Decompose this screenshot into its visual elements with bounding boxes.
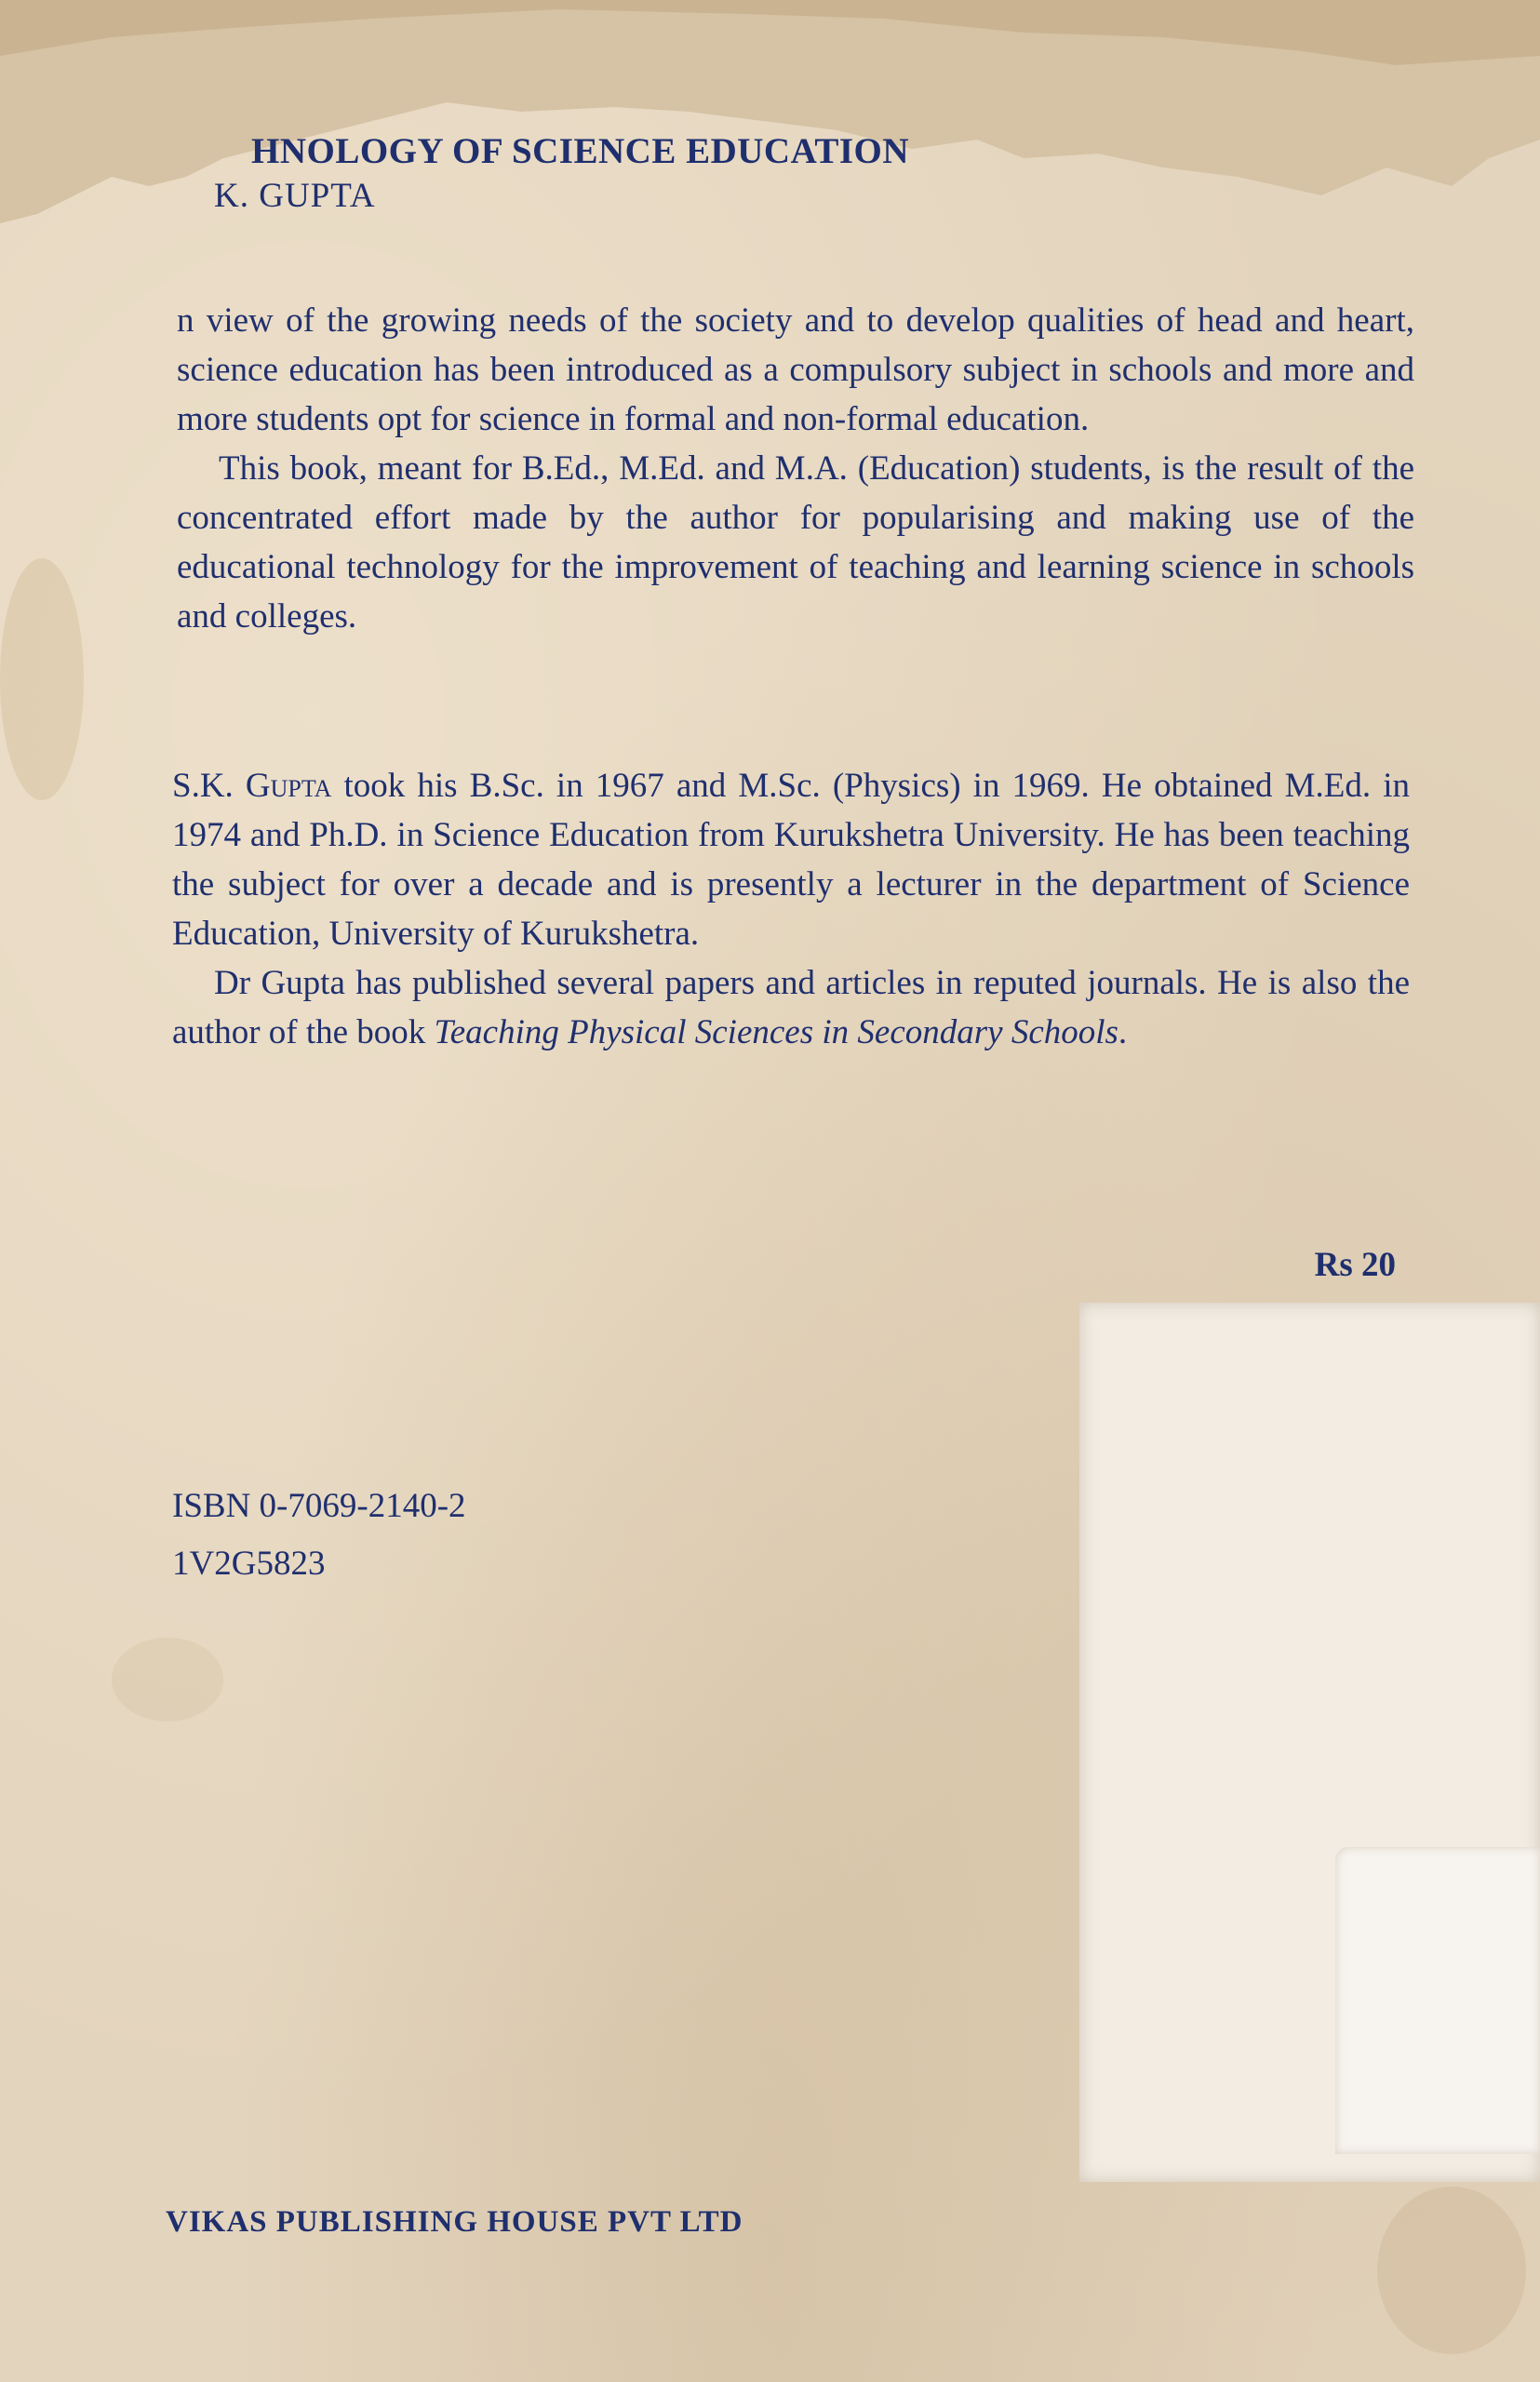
- bio-paragraph-2: [172, 958, 1410, 1057]
- price-label: Rs 20: [1314, 1246, 1396, 1284]
- author-bio: [172, 761, 1410, 1057]
- barcode-sticker-remnant: [1335, 1847, 1540, 2154]
- book-title: HNOLOGY OF SCIENCE EDUCATION: [251, 131, 910, 171]
- stain-mark: [112, 1638, 223, 1721]
- bio-author-name: S.K. Gupta: [172, 767, 332, 805]
- isbn-block: [172, 1478, 466, 1593]
- bio-paragraph-1-text: took his B.Sc. in 1967 and M.Sc. (Physics) in 1969. He obtained M.Ed. in 1974 and Ph.D. in Science Education from Kurukshetra University. He has been teaching the subject for over a decade and is presently a lecturer in the department of Science Education, University of Kurukshetra.: [172, 767, 1410, 953]
- isbn-number: ISBN 0-7069-2140-2: [172, 1487, 466, 1525]
- publisher-name: VIKAS PUBLISHING HOUSE PVT LTD: [166, 2205, 743, 2239]
- intro-paragraph-1: n view of the growing needs of the society and to develop qualities of head and heart, science education has been introduced as a compulsory subject in schools and more and more students opt for science in formal and non-formal education.: [177, 301, 1414, 438]
- title-block: [214, 130, 910, 216]
- blurb-intro: [177, 296, 1414, 641]
- catalog-code: 1V2G5823: [172, 1545, 326, 1583]
- bio-paragraph-1: [172, 761, 1410, 958]
- book-author: K. GUPTA: [214, 177, 376, 215]
- other-book-title: Teaching Physical Sciences in Secondary Schools: [434, 1013, 1118, 1051]
- bio-paragraph-2-end: .: [1118, 1013, 1128, 1051]
- intro-paragraph-2: This book, meant for B.Ed., M.Ed. and M.A. (Education) students, is the result of the concentrated effort made by the author for popularising and making use of the educational technology for the improvement of teaching and learning science in schools and colleges.: [177, 449, 1414, 636]
- stain-mark: [1377, 2187, 1526, 2354]
- stain-mark: [0, 558, 84, 800]
- bio-paragraph-2-text: Dr Gupta has published several papers and articles in reputed journals. He is also the author of the book: [172, 964, 1410, 1051]
